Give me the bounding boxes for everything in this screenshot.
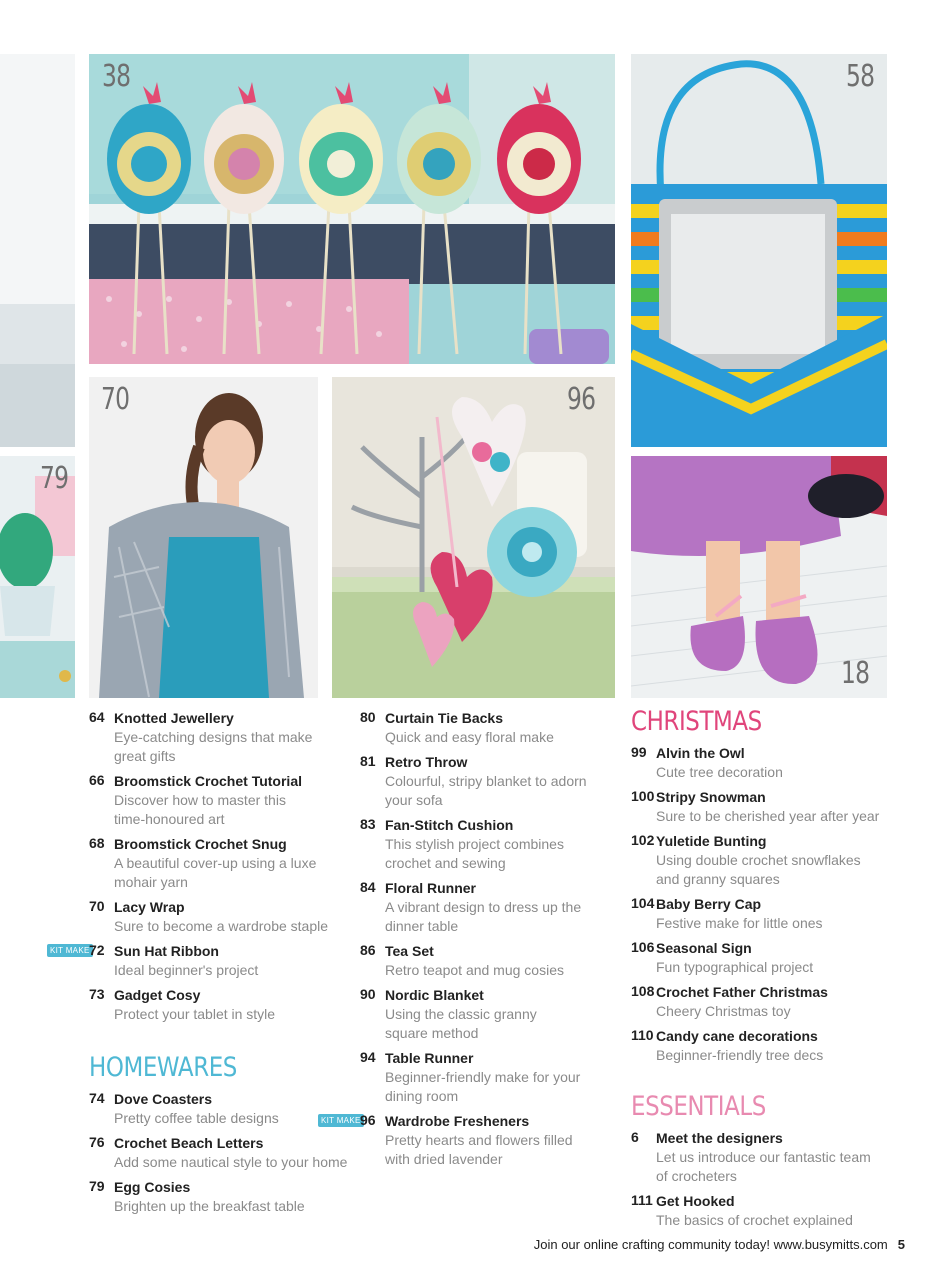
entry-title: Egg Cosies bbox=[114, 1179, 191, 1195]
entry-description: great gifts bbox=[114, 748, 176, 764]
entry-description: Festive make for little ones bbox=[656, 915, 823, 931]
entry-page-number: 64 bbox=[89, 709, 105, 725]
entry-page-number: 96 bbox=[360, 1112, 376, 1128]
entry-description: square method bbox=[385, 1025, 479, 1041]
photo-lacy-wrap bbox=[89, 377, 318, 698]
toc-list-christmas bbox=[631, 744, 901, 1065]
toc-entry[interactable] bbox=[89, 1134, 349, 1172]
entry-title: Retro Throw bbox=[385, 754, 468, 770]
toc-entry[interactable] bbox=[631, 744, 901, 782]
entry-description: with dried lavender bbox=[385, 1151, 503, 1167]
entry-title: Broomstick Crochet Snug bbox=[114, 836, 287, 852]
entry-page-number: 76 bbox=[89, 1134, 105, 1150]
toc-list-essentials bbox=[631, 1129, 901, 1230]
entry-description: Ideal beginner's project bbox=[114, 962, 259, 978]
toc-entry[interactable] bbox=[89, 1178, 349, 1216]
entry-title: Broomstick Crochet Tutorial bbox=[114, 773, 302, 789]
entry-page-number: 106 bbox=[631, 939, 655, 955]
entry-page-number: 70 bbox=[89, 898, 105, 914]
toc-column-3 bbox=[631, 708, 901, 1236]
toc-list-main-1 bbox=[50, 709, 349, 1024]
toc-entry[interactable] bbox=[631, 832, 901, 889]
entry-description: of crocheters bbox=[656, 1168, 737, 1184]
entry-description: Pretty coffee table designs bbox=[114, 1110, 279, 1126]
entry-page-number: 100 bbox=[631, 788, 655, 804]
entry-description: Cute tree decoration bbox=[656, 764, 783, 780]
entry-title: Seasonal Sign bbox=[656, 940, 752, 956]
entry-description: mohair yarn bbox=[114, 874, 188, 890]
entry-description: Protect your tablet in style bbox=[114, 1006, 276, 1022]
page-number-38: 38 bbox=[102, 59, 131, 94]
toc-entry[interactable] bbox=[360, 942, 620, 980]
page-number-58: 58 bbox=[846, 59, 875, 94]
entry-title: Tea Set bbox=[385, 943, 434, 959]
entry-description: Eye-catching designs that make bbox=[114, 729, 313, 745]
toc-column-2 bbox=[321, 709, 620, 1175]
entry-description: and granny squares bbox=[656, 871, 780, 887]
entry-title: Meet the designers bbox=[656, 1130, 783, 1146]
entry-description: Fun typographical project bbox=[656, 959, 814, 975]
entry-page-number: 84 bbox=[360, 879, 376, 895]
page-number-79: 79 bbox=[40, 461, 69, 496]
entry-title: Candy cane decorations bbox=[656, 1028, 818, 1044]
entry-description: Using double crochet snowflakes bbox=[656, 852, 861, 868]
toc-entry[interactable] bbox=[360, 1049, 620, 1106]
entry-description: Discover how to master this bbox=[114, 792, 286, 808]
section-title-christmas: CHRISTMAS bbox=[631, 706, 762, 737]
photo-gadget-cosy bbox=[631, 54, 887, 447]
entry-page-number: 108 bbox=[631, 983, 655, 999]
entry-description: dinner table bbox=[385, 918, 459, 934]
entry-title: Crochet Beach Letters bbox=[114, 1135, 264, 1151]
page-number: 5 bbox=[897, 1237, 905, 1252]
toc-entry[interactable] bbox=[360, 753, 620, 810]
entry-description: Cheery Christmas toy bbox=[656, 1003, 791, 1019]
footer-text[interactable]: Join our online crafting community today! www.busymitts.com bbox=[533, 1237, 888, 1252]
kit-make-badge: KIT MAKE bbox=[318, 1114, 364, 1127]
entry-description: Sure to be cherished year after year bbox=[656, 808, 880, 824]
entry-description: Beginner-friendly make for your bbox=[385, 1069, 581, 1085]
toc-entry[interactable] bbox=[360, 986, 620, 1043]
page-number-18: 18 bbox=[841, 656, 870, 691]
section-title-essentials: ESSENTIALS bbox=[631, 1091, 766, 1122]
entry-description: Pretty hearts and flowers filled bbox=[385, 1132, 573, 1148]
toc-entry[interactable] bbox=[89, 772, 349, 829]
entry-page-number: 83 bbox=[360, 816, 376, 832]
entry-title: Sun Hat Ribbon bbox=[114, 943, 219, 959]
entry-title: Yuletide Bunting bbox=[656, 833, 767, 849]
entry-description: Brighten up the breakfast table bbox=[114, 1198, 305, 1214]
entry-title: Stripy Snowman bbox=[656, 789, 766, 805]
entry-title: Fan-Stitch Cushion bbox=[385, 817, 514, 833]
photo-left-sliver bbox=[0, 54, 75, 447]
kit-make-badge: KIT MAKE bbox=[47, 944, 93, 957]
entry-title: Floral Runner bbox=[385, 880, 477, 896]
toc-column-1 bbox=[50, 709, 349, 1222]
entry-description: Retro teapot and mug cosies bbox=[385, 962, 564, 978]
entry-description: Quick and easy floral make bbox=[385, 729, 554, 745]
entry-title: Nordic Blanket bbox=[385, 987, 484, 1003]
entry-description: This stylish project combines bbox=[385, 836, 564, 852]
toc-entry[interactable] bbox=[360, 879, 620, 936]
toc-entry[interactable] bbox=[360, 816, 620, 873]
entry-description: Let us introduce our fantastic team bbox=[656, 1149, 871, 1165]
toc-entry[interactable] bbox=[89, 709, 349, 766]
section-title-homewares: HOMEWARES bbox=[89, 1052, 237, 1083]
entry-description: Colourful, stripy blanket to adorn bbox=[385, 773, 587, 789]
entry-title: Wardrobe Fresheners bbox=[385, 1113, 530, 1129]
entry-description: time-honoured art bbox=[114, 811, 225, 827]
entry-page-number: 111 bbox=[631, 1192, 653, 1208]
entry-title: Dove Coasters bbox=[114, 1091, 213, 1107]
entry-page-number: 104 bbox=[631, 895, 655, 911]
entry-title: Get Hooked bbox=[656, 1193, 735, 1209]
entry-description: your sofa bbox=[385, 792, 443, 808]
toc-entry[interactable] bbox=[631, 895, 901, 933]
entry-title: Table Runner bbox=[385, 1050, 474, 1066]
entry-page-number: 81 bbox=[360, 753, 376, 769]
entry-title: Crochet Father Christmas bbox=[656, 984, 828, 1000]
toc-entry[interactable] bbox=[631, 1027, 901, 1065]
toc-entry[interactable] bbox=[321, 1112, 620, 1169]
entry-page-number: 74 bbox=[89, 1090, 105, 1106]
entry-page-number: 79 bbox=[89, 1178, 105, 1194]
toc-entry[interactable] bbox=[631, 1192, 901, 1230]
toc-entry[interactable] bbox=[50, 942, 349, 980]
toc-list-homewares bbox=[89, 1090, 349, 1216]
entry-title: Curtain Tie Backs bbox=[385, 710, 504, 726]
entry-description: dining room bbox=[385, 1088, 459, 1104]
toc-entry[interactable] bbox=[89, 1090, 349, 1128]
toc-entry[interactable] bbox=[631, 1129, 901, 1186]
toc-entry[interactable] bbox=[89, 898, 349, 936]
entry-page-number: 90 bbox=[360, 986, 376, 1002]
entry-description: A vibrant design to dress up the bbox=[385, 899, 582, 915]
entry-page-number: 86 bbox=[360, 942, 376, 958]
toc-entry[interactable] bbox=[631, 939, 901, 977]
entry-page-number: 68 bbox=[89, 835, 105, 851]
photo-egg-cosies bbox=[0, 456, 75, 698]
entry-page-number: 6 bbox=[631, 1129, 639, 1145]
photo-wardrobe-fresheners bbox=[332, 377, 615, 698]
photo-baby-slippers bbox=[631, 456, 887, 698]
entry-title: Lacy Wrap bbox=[114, 899, 185, 915]
photo-crochet-chicks bbox=[89, 54, 615, 364]
entry-page-number: 99 bbox=[631, 744, 647, 760]
entry-page-number: 110 bbox=[631, 1027, 654, 1043]
toc-entry[interactable] bbox=[89, 835, 349, 892]
entry-title: Alvin the Owl bbox=[656, 745, 745, 761]
entry-description: Add some nautical style to your home bbox=[114, 1154, 348, 1170]
entry-title: Gadget Cosy bbox=[114, 987, 201, 1003]
entry-title: Knotted Jewellery bbox=[114, 710, 234, 726]
footer bbox=[534, 1237, 905, 1252]
entry-description: Beginner-friendly tree decs bbox=[656, 1047, 824, 1063]
toc-entry[interactable] bbox=[89, 986, 349, 1024]
toc-entry[interactable] bbox=[631, 983, 901, 1021]
entry-title: Baby Berry Cap bbox=[656, 896, 762, 912]
toc-list-main-2 bbox=[321, 709, 620, 1169]
entry-page-number: 80 bbox=[360, 709, 376, 725]
entry-page-number: 73 bbox=[89, 986, 105, 1002]
entry-page-number: 102 bbox=[631, 832, 655, 848]
page-number-70: 70 bbox=[101, 382, 130, 417]
entry-page-number: 94 bbox=[360, 1049, 376, 1065]
entry-description: A beautiful cover-up using a luxe bbox=[114, 855, 317, 871]
toc-entry[interactable] bbox=[360, 709, 620, 747]
entry-description: The basics of crochet explained bbox=[656, 1212, 853, 1228]
entry-page-number: 72 bbox=[89, 942, 105, 958]
entry-description: Sure to become a wardrobe staple bbox=[114, 918, 329, 934]
toc-entry[interactable] bbox=[631, 788, 901, 826]
entry-page-number: 66 bbox=[89, 772, 105, 788]
page-number-96: 96 bbox=[567, 382, 596, 417]
entry-description: crochet and sewing bbox=[385, 855, 506, 871]
entry-description: Using the classic granny bbox=[385, 1006, 537, 1022]
